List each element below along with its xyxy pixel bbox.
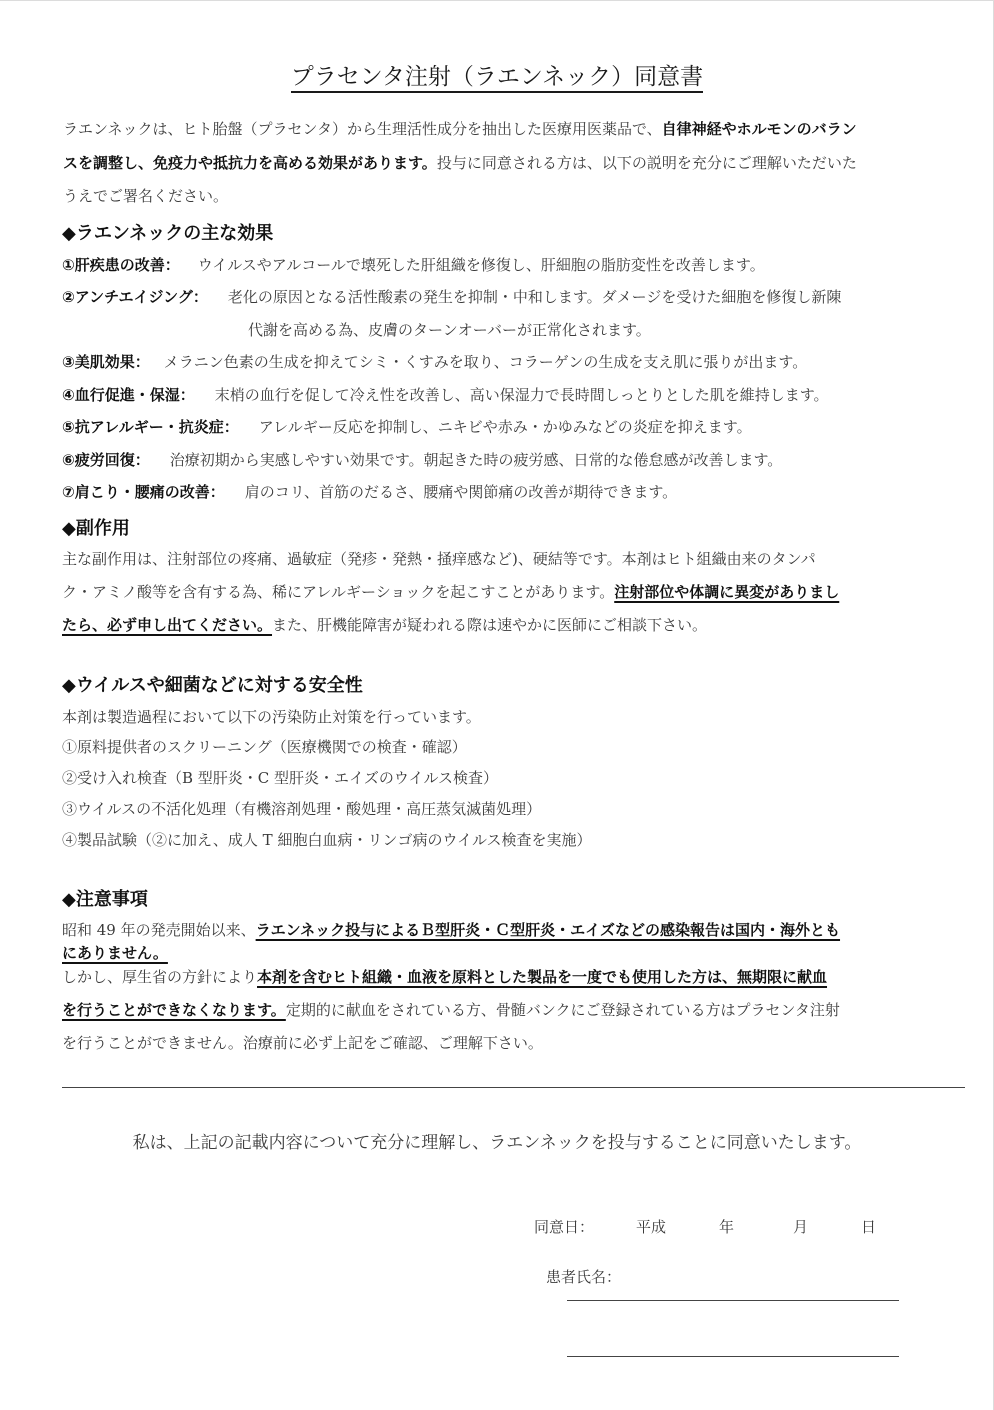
consent-statement: 私は、上記の記載内容について充分に理解し、ラエンネックを投与することに同意いたします。 [132, 1133, 862, 1153]
effect-item: ④血行促進・保湿： 末梢の血行を促して冷え性を改善し、高い保湿力で長時間しっとりとした肌を維持します。 [62, 386, 829, 404]
effect-item: ③美肌効果： メラニン色素の生成を抑えてシミ・くすみを取り、コラーゲンの生成を支え肌に張りが出ます。 [62, 353, 808, 371]
patient-name-line[interactable] [567, 1300, 899, 1301]
safety-item: ③ウイルスの不活化処理（有機溶剤処理・酸処理・高圧蒸気滅菌処理） [62, 800, 542, 818]
effect-item: ⑥疲労回復： 治療初期から実感しやすい効果です。朝起きた時の疲労感、日常的な倦怠感が改善します。 [62, 451, 783, 469]
side-effects-line-2: ク・アミノ酸等を含有する為、稀にアレルギーショックを起こすことがあります。注射部位や体調に異変がありまし [62, 583, 840, 601]
notes-line-5: を行うことができません。治療前に必ず上記をご確認、ご理解下さい。 [62, 1034, 543, 1052]
effect-item: ⑤抗アレルギー・抗炎症： アレルギー反応を抑制し、ニキビや赤み・かゆみなどの炎症を抑えます。 [62, 418, 752, 436]
effect-item: ⑦肩こり・腰痛の改善： 肩のコリ、首筋のだるさ、腰痛や関節痛の改善が期待できます。 [62, 483, 678, 501]
side-effects-heading: ◆副作用 [62, 518, 130, 539]
intro-line-2: スを調整し、免疫力や抵抗力を高める効果があります。投与に同意される方は、以下の説明を充分にご理解いただいた [63, 154, 857, 172]
safety-heading: ◆ウイルスや細菌などに対する安全性 [62, 675, 363, 696]
effects-heading: ◆ラエンネックの主な効果 [62, 223, 274, 244]
side-effects-line-1: 主な副作用は、注射部位の疼痛、過敏症（発疹・発熱・掻痒感など)、硬結等です。本剤はヒト組織由来のタンパ [62, 550, 816, 568]
patient-name-label: 患者氏名： [546, 1268, 622, 1286]
notes-line-4: を行うことができなくなります。定期的に献血をされている方、骨髄バンクにご登録されている方はプラセンタ注射 [62, 1001, 840, 1019]
notes-line-1: 昭和 49 年の発売開始以来、ラエンネック投与によるＢ型肝炎・Ｃ型肝炎・エイズなどの感染報告は国内・海外とも [62, 921, 841, 939]
effect-item: ②アンチエイジング： 老化の原因となる活性酸素の発生を抑制・中和します。ダメージを受けた細胞を修復し新陳 [62, 288, 842, 306]
signature-line[interactable] [567, 1356, 899, 1357]
effect-item: ①肝疾患の改善： ウイルスやアルコールで壊死した肝組織を修復し、肝細胞の脂肪変性を改善します。 [62, 256, 765, 274]
section-divider [62, 1087, 965, 1088]
month-field[interactable]: 月 [793, 1218, 809, 1236]
page-border [0, 0, 994, 1]
safety-lead: 本剤は製造過程において以下の汚染防止対策を行っています。 [62, 708, 481, 726]
consent-date-label: 同意日： [534, 1218, 595, 1236]
document-title: プラセンタ注射（ラエンネック）同意書 [0, 58, 994, 91]
day-field[interactable]: 日 [861, 1218, 877, 1236]
intro-line-3: うえでご署名ください。 [63, 187, 229, 205]
safety-item: ②受け入れ検査（B 型肝炎・C 型肝炎・エイズのウイルス検査） [62, 769, 498, 787]
era-label: 平成 [636, 1218, 667, 1236]
safety-item: ①原料提供者のスクリーニング（医療機関での検査・確認） [62, 738, 467, 756]
notes-line-3: しかし、厚生省の方針により本剤を含むヒト組織・血液を原料とした製品を一度でも使用した方は、無期限に献血 [62, 968, 828, 986]
notes-heading: ◆注意事項 [62, 889, 148, 910]
year-field[interactable]: 年 [719, 1218, 735, 1236]
intro-line-1: ラエンネックは、ヒト胎盤（プラセンタ）から生理活性成分を抽出した医療用医薬品で、自律神経やホルモンのバラン [63, 120, 857, 138]
safety-item: ④製品試験（②に加え、成人 T 細胞白血病・リンゴ病のウイルス検査を実施） [62, 831, 592, 849]
effect-item-continuation: 代謝を高める為、皮膚のターンオーバーが正常化されます。 [248, 321, 651, 339]
notes-line-2: にありません。 [62, 944, 168, 962]
side-effects-line-3: たら、必ず申し出てください。また、肝機能障害が疑われる際は速やかに医師にご相談下さい。 [62, 616, 708, 634]
